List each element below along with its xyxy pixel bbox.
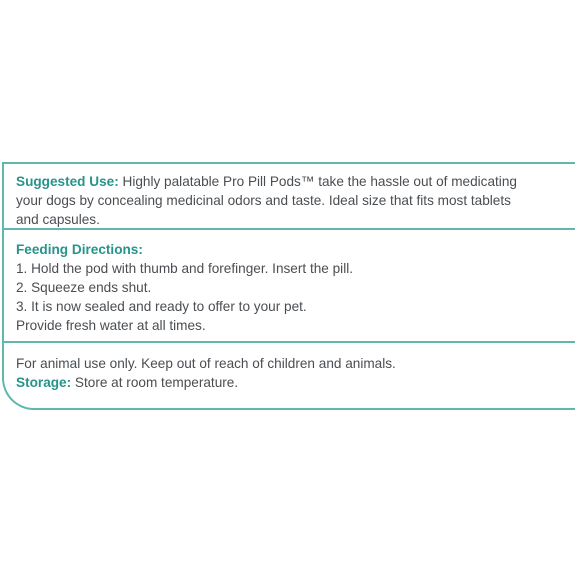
warnings-section [4, 354, 575, 392]
feeding-step-2: 2. Squeeze ends shut. [16, 280, 152, 295]
feeding-directions-heading: Feeding Directions: [16, 242, 143, 257]
suggested-use-text-1: Highly palatable Pro Pill Pods™ take the hassle out of medicating [118, 174, 517, 189]
feeding-step-1: 1. Hold the pod with thumb and forefinger. Insert the pill. [16, 261, 354, 276]
section-divider [4, 341, 575, 343]
section-divider [4, 228, 575, 230]
panel-bottom-border [36, 408, 575, 410]
suggested-use-line-2: your dogs by concealing medicinal odors and taste. Ideal size that fits most tablets [16, 193, 511, 208]
feeding-water-note: Provide fresh water at all times. [16, 318, 206, 333]
storage-line [16, 373, 563, 392]
storage-text: Store at room temperature. [71, 375, 239, 390]
caution-text: For animal use only. Keep out of reach of children and animals. [16, 356, 396, 371]
storage-heading: Storage: [16, 375, 72, 390]
feeding-step-3: 3. It is now sealed and ready to offer to your pet. [16, 299, 307, 314]
suggested-use-line-1 [16, 172, 563, 191]
feeding-directions-section [4, 240, 575, 335]
suggested-use-line-3: and capsules. [16, 212, 100, 227]
product-info-panel [2, 162, 575, 410]
suggested-use-section [4, 172, 575, 229]
suggested-use-paragraph [16, 172, 563, 229]
suggested-use-heading: Suggested Use: [16, 174, 119, 189]
